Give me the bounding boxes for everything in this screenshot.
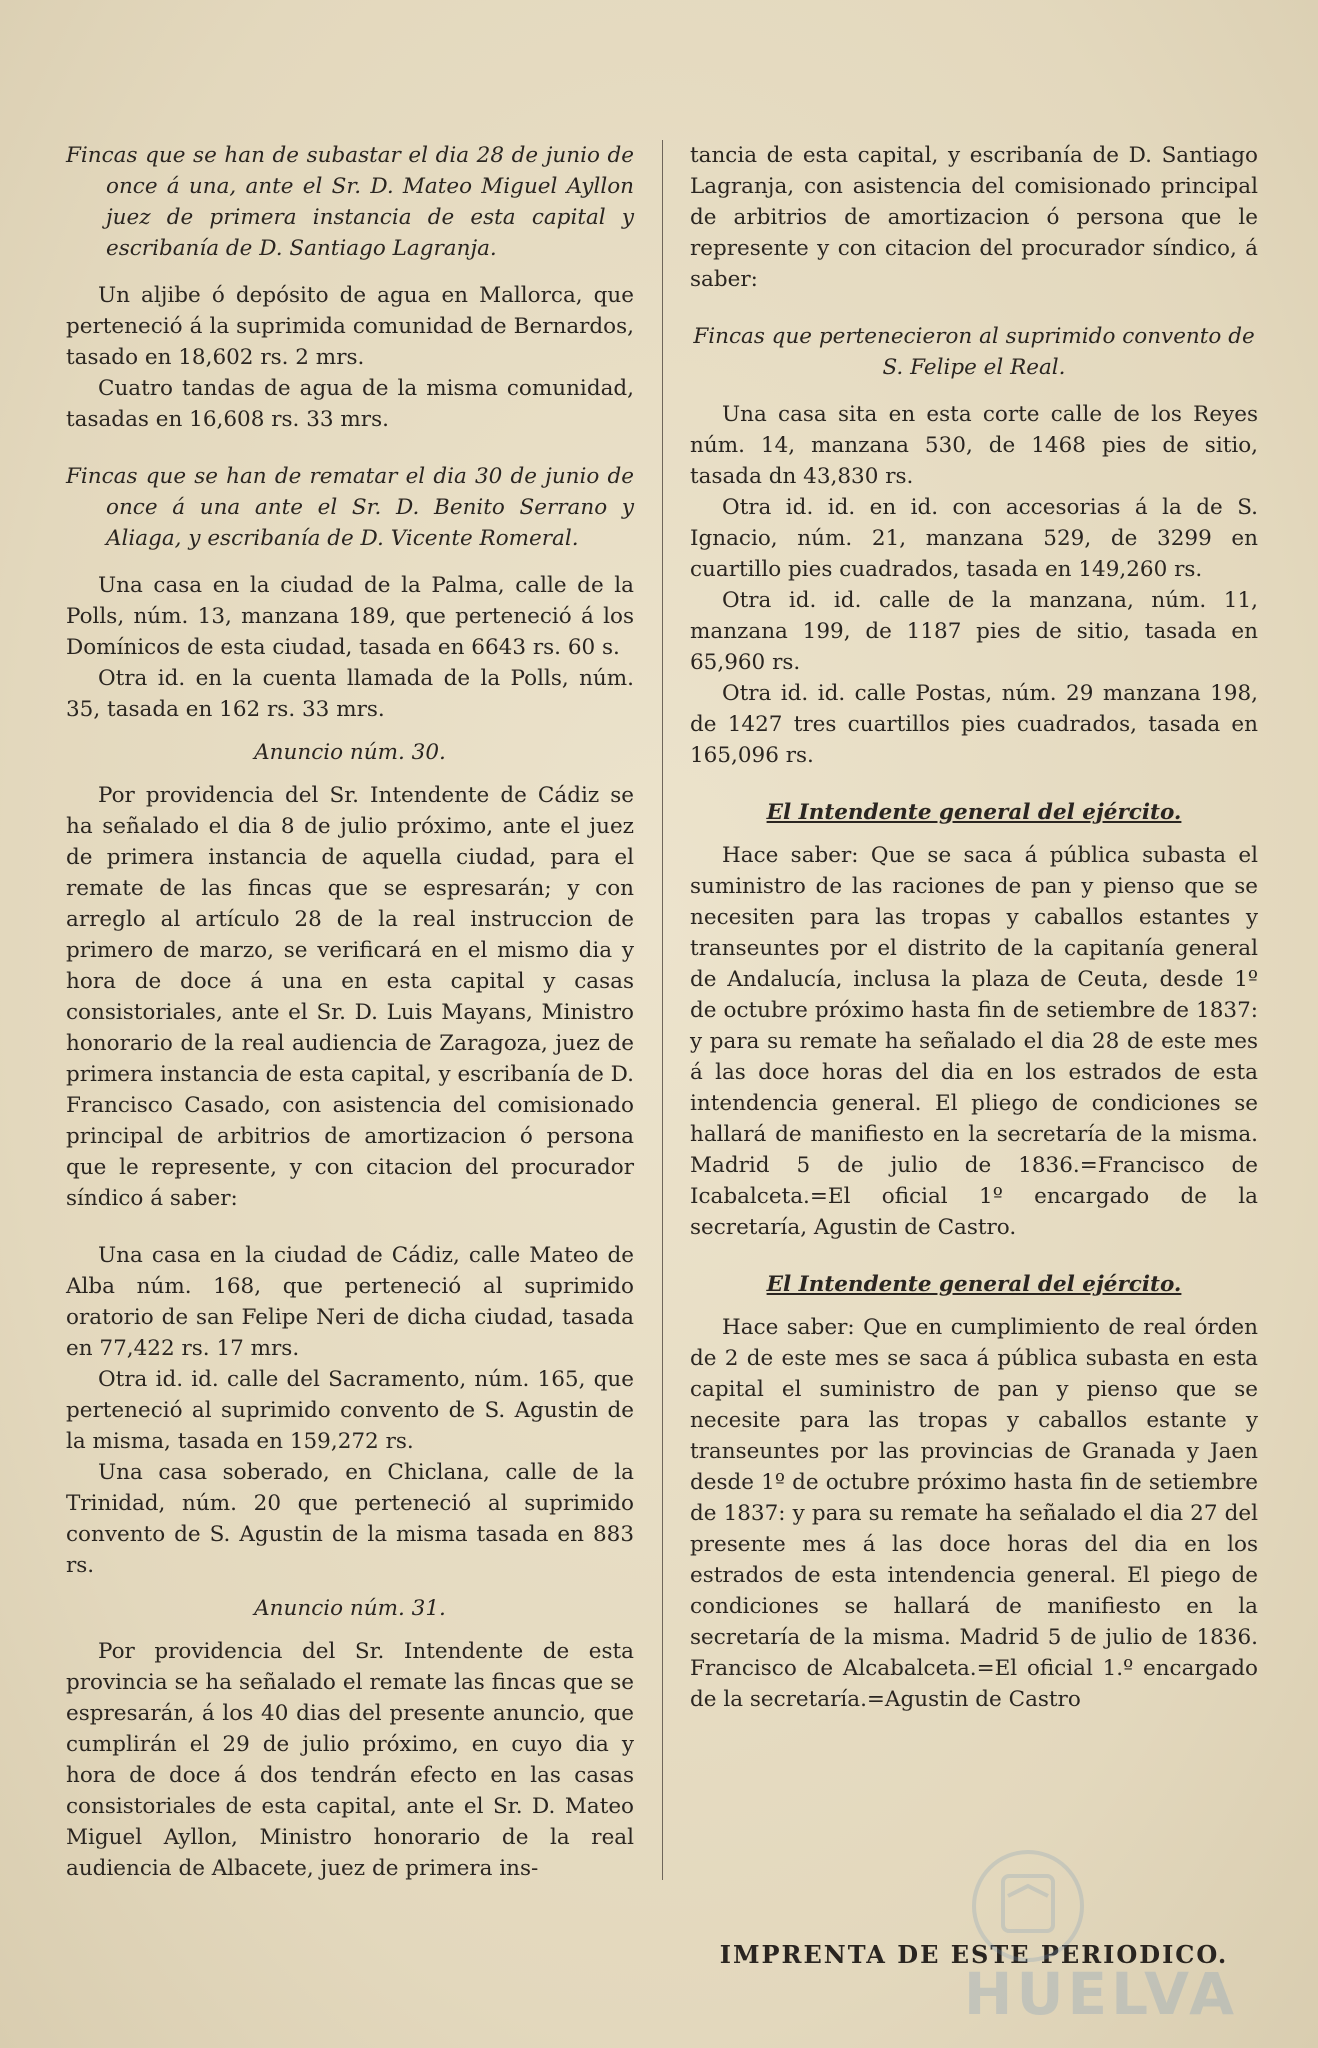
intendente-notice-1: Hace saber: Que se saca á pública subasta el suministro de las raciones de pan y pienso que se necesiten para las tropas y caballos estantes y transeuntes por el distrito de la capitanía general de Andalucía, inclusa la plaza de Ceuta, desde 1º de octubre próximo hasta fin de setiembre de 1837: y para su remate ha señalado el dia 28 de este mes á las doce horas del dia en los estrados de esta intendencia general. El pliego de condiciones se hallará de manifiesto en la secretaría de la misma. Madrid 5 de julio de 1836.=Francisco de Icabalceta.=El oficial 1º encargado de la secretaría, Agustin de Castro. [690,843,1258,1240]
archive-watermark: HUELVA [963,1960,1238,2028]
notice-number-31: Anuncio núm. 31. [254,1596,446,1621]
listing-polls: Otra id. en la cuenta llamada de la Polls, núm. 35, tasada en 162 rs. 33 mrs. [66,666,634,722]
listing-postas: Otra id. id. calle Postas, núm. 29 manzana 198, de 1427 tres cuartillos pies cuadrados, tasada en 165,096 rs. [690,681,1258,768]
listing-tandas: Cuatro tandas de agua de la misma comunidad, tasadas en 16,608 rs. 33 mrs. [66,376,634,432]
listing-chiclana: Una casa soberado, en Chiclana, calle de la Trinidad, núm. 20 que perteneció al suprimido convento de S. Agustin de la misma tasada en 883 rs. [66,1460,634,1578]
intendente-notice-2: Hace saber: Que en cumplimiento de real órden de 2 de este mes se saca á pública subasta en esta capital el suministro de pan y pienso que se necesite para las tropas y caballos estante y transeuntes por las provincias de Granada y Jaen desde 1º de octubre próximo hasta fin de setiembre de 1837: y para su remate ha señalado el dia 27 del presente mes á las doce horas del dia en los estrados de esta intendencia general. El piego de condiciones se hallará de manifiesto en la secretaría de la misma. Madrid 5 de julio de 1836. Francisco de Alcabalceta.=El oficial 1.º encargado de la secretaría.=Agustin de Castro [690,1315,1258,1712]
notice-31-continuation: tancia de esta capital, y escribanía de D. Santiago Lagranja, con asistencia del comisionado principal de arbitrios de amortizacion ó persona que le represente y con citacion del procurador síndico, á saber: [690,143,1258,292]
auction-heading-june-30: Fincas que se han de rematar el dia 30 de junio de once á una ante el Sr. D. Benito Serrano y Aliaga, y escribanía de D. Vicente Romeral. [66,464,634,551]
listing-sacramento: Otra id. id. calle del Sacramento, núm. 165, que perteneció al suprimido convento de S. Agustin de la misma, tasada en 159,272 rs. [66,1367,634,1454]
notice-31-body: Por providencia del Sr. Intendente de esta provincia se ha señalado el remate las fincas que se espresarán, á los 40 dias del presente anuncio, que cumplirán el 29 de julio próximo, en cuyo dia y hora de doce á dos tendrán efecto en las casas consistoriales de esta capital, ante el Sr. D. Mateo Miguel Ayllon, Ministro honorario de la real audiencia de Albacete, juez de primera ins- [66,1639,634,1881]
listing-reyes-house: Una casa sita en esta corte calle de los Reyes núm. 14, manzana 530, de 1468 pies de sitio, tasada dn 43,830 rs. [690,402,1258,489]
notice-30-body: Por providencia del Sr. Intendente de Cádiz se ha señalado el dia 8 de julio próximo, ante el juez de primera instancia de aquella ciudad, para el remate de las fincas que se espresarán; y con arreglo al artículo 28 de la real instruccion de primero de marzo, se verificará en el mismo dia y hora de doce á una en esta capital y casas consistoriales, ante el Sr. D. Luis Mayans, Ministro honorario de la real audiencia de Zaragoza, juez de primera instancia de esta capital, y escribanía de D. Francisco Casado, con asistencia del comisionado principal de arbitrios de amortizacion ó persona que le represente, y con citacion del procurador síndico á saber: [66,783,634,1211]
right-column [690,140,1258,1715]
listing-manzana: Otra id. id. calle de la manzana, núm. 11, manzana 199, de 1187 pies de sitio, tasada en 65,960 rs. [690,588,1258,675]
archive-seal-icon [968,1846,1088,1966]
left-column [66,140,634,1884]
printer-imprint: IMPRENTA DE ESTE PERIODICO. [719,1940,1229,1969]
column-divider [662,140,663,1880]
listing-ignacio: Otra id. id. en id. con accesorias á la de S. Ignacio, núm. 21, manzana 529, de 3299 en cuartillo pies cuadrados, tasada en 149,260 rs. [690,495,1258,582]
listing-palma-house: Una casa en la ciudad de la Palma, calle de la Polls, núm. 13, manzana 189, que perteneció á los Domínicos de esta ciudad, tasada en 6643 rs. 60 s. [66,573,634,660]
auction-heading-june-28: Fincas que se han de subastar el dia 28 de junio de once á una, ante el Sr. D. Mateo Miguel Ayllon juez de primera instancia de esta capital y escribanía de D. Santiago Lagranja. [66,143,634,261]
listing-aljibe: Un aljibe ó depósito de agua en Mallorca, que perteneció á la suprimida comunidad de Bernardos, tasado en 18,602 rs. 2 mrs. [66,283,634,370]
intendente-heading-1: El Intendente general del ejército. [766,800,1182,825]
intendente-heading-2: El Intendente general del ejército. [766,1272,1182,1297]
felipe-el-real-heading: Fincas que pertenecieron al suprimido convento de S. Felipe el Real. [693,324,1255,380]
notice-number-30: Anuncio núm. 30. [254,740,446,765]
listing-cadiz-house: Una casa en la ciudad de Cádiz, calle Mateo de Alba núm. 168, que perteneció al suprimido oratorio de san Felipe Neri de dicha ciudad, tasada en 77,422 rs. 17 mrs. [66,1243,634,1361]
